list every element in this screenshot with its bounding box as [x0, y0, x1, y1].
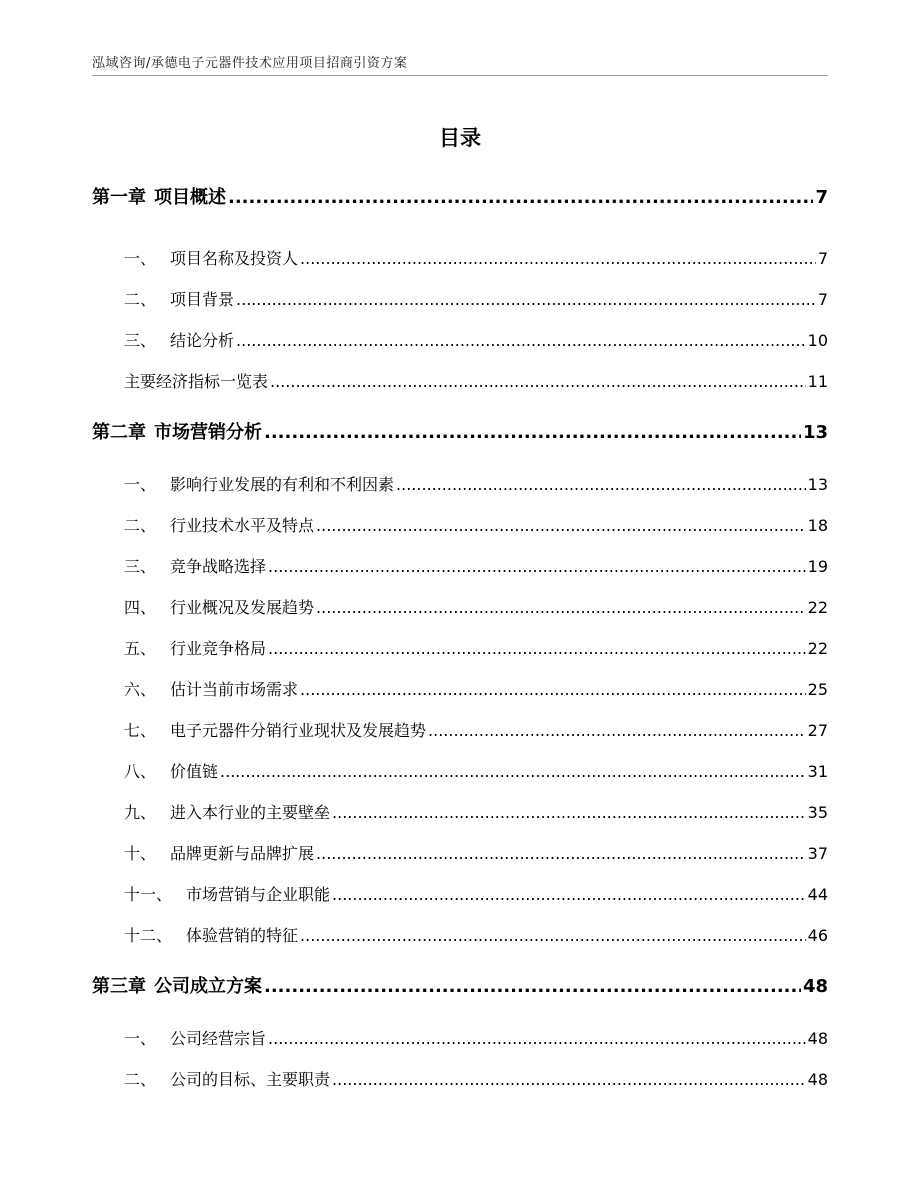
header-rule: [92, 75, 828, 76]
entry-number: 四、: [124, 598, 157, 617]
toc-entry-section[interactable]: [124, 554, 828, 577]
entry-label: 价值链: [170, 762, 219, 781]
entry-label: 公司的目标、主要职责: [170, 1070, 331, 1089]
entry-label: 项目概述: [154, 187, 226, 208]
entry-label: 市场营销分析: [154, 422, 262, 443]
entry-number: 第一章: [92, 187, 146, 208]
toc-entry-section[interactable]: [124, 1026, 828, 1049]
entry-label: 行业概况及发展趋势: [170, 598, 315, 617]
entry-label: 公司经营宗旨: [170, 1029, 267, 1048]
entry-page: 27: [807, 721, 828, 740]
entry-label: 竞争战略选择: [170, 557, 267, 576]
entry-page: 7: [817, 249, 828, 268]
entry-number: 第二章: [92, 422, 146, 443]
entry-label: 公司成立方案: [154, 976, 262, 997]
dot-leader: [316, 844, 806, 863]
entry-label: 行业技术水平及特点: [170, 516, 315, 535]
entry-number: 七、: [124, 721, 157, 740]
running-header: 泓域咨询/承德电子元器件技术应用项目招商引资方案: [92, 56, 408, 71]
entry-page: 22: [807, 598, 828, 617]
toc-entry-chapter-3[interactable]: [92, 972, 828, 998]
entry-number: 九、: [124, 803, 157, 822]
entry-page: 22: [807, 639, 828, 658]
toc-entry-section[interactable]: [124, 328, 828, 351]
entry-page: 18: [807, 516, 828, 535]
toc-entry-section[interactable]: [124, 923, 828, 946]
toc-entry-section[interactable]: [124, 882, 828, 905]
entry-label: 主要经济指标一览表: [124, 372, 269, 391]
entry-page: 31: [807, 762, 828, 781]
entry-number: 十二、: [124, 926, 173, 945]
toc-entry-chapter-2[interactable]: [92, 418, 828, 444]
dot-leader: [236, 290, 816, 309]
entry-number: 一、: [124, 1029, 157, 1048]
entry-number: 一、: [124, 249, 157, 268]
entry-page: 44: [807, 885, 828, 904]
dot-leader: [270, 372, 806, 391]
entry-page: 13: [807, 475, 828, 494]
entry-page: 7: [817, 290, 828, 309]
toc-entry-section[interactable]: [124, 677, 828, 700]
entry-page: 46: [807, 926, 828, 945]
toc-entry-section[interactable]: [124, 472, 828, 495]
dot-leader: [396, 475, 806, 494]
entry-page: 48: [807, 1070, 828, 1089]
toc-entry-section[interactable]: [124, 369, 828, 392]
dot-leader: [300, 249, 816, 268]
dot-leader: [332, 885, 806, 904]
entry-number: 五、: [124, 639, 157, 658]
entry-page: 48: [802, 976, 828, 997]
entry-number: 十一、: [124, 885, 173, 904]
toc-entry-section[interactable]: [124, 595, 828, 618]
entry-label: 项目背景: [170, 290, 235, 309]
entry-page: 35: [807, 803, 828, 822]
entry-page: 37: [807, 844, 828, 863]
dot-leader: [228, 187, 813, 208]
toc-entry-section[interactable]: [124, 718, 828, 741]
entry-number: 三、: [124, 331, 157, 350]
toc-entry-section[interactable]: [124, 841, 828, 864]
toc-entry-chapter-1[interactable]: [92, 183, 828, 209]
entry-page: 11: [807, 372, 828, 391]
dot-leader: [332, 1070, 806, 1089]
toc-entry-section[interactable]: [124, 287, 828, 310]
dot-leader: [316, 516, 806, 535]
entry-label: 行业竞争格局: [170, 639, 267, 658]
dot-leader: [268, 639, 806, 658]
entry-page: 7: [815, 187, 828, 208]
entry-number: 十、: [124, 844, 157, 863]
toc-entry-section[interactable]: [124, 513, 828, 536]
entry-page: 10: [807, 331, 828, 350]
entry-page: 13: [802, 422, 828, 443]
entry-label: 体验营销的特征: [186, 926, 299, 945]
dot-leader: [268, 1029, 806, 1048]
entry-number: 三、: [124, 557, 157, 576]
dot-leader: [316, 598, 806, 617]
dot-leader: [264, 976, 801, 997]
dot-leader: [428, 721, 806, 740]
toc-entry-section[interactable]: [124, 800, 828, 823]
entry-number: 二、: [124, 516, 157, 535]
entry-label: 品牌更新与品牌扩展: [170, 844, 315, 863]
entry-number: 八、: [124, 762, 157, 781]
entry-page: 48: [807, 1029, 828, 1048]
entry-label: 结论分析: [170, 331, 235, 350]
entry-label: 电子元器件分销行业现状及发展趋势: [170, 721, 427, 740]
entry-number: 二、: [124, 1070, 157, 1089]
toc-entry-section[interactable]: [124, 636, 828, 659]
entry-label: 进入本行业的主要壁垒: [170, 803, 331, 822]
entry-number: 第三章: [92, 976, 146, 997]
dot-leader: [300, 926, 806, 945]
entry-number: 六、: [124, 680, 157, 699]
toc-entry-section[interactable]: [124, 246, 828, 269]
entry-label: 项目名称及投资人: [170, 249, 299, 268]
entry-label: 市场营销与企业职能: [186, 885, 331, 904]
dot-leader: [268, 557, 806, 576]
entry-label: 影响行业发展的有利和不利因素: [170, 475, 395, 494]
entry-page: 19: [807, 557, 828, 576]
entry-label: 估计当前市场需求: [170, 680, 299, 699]
dot-leader: [300, 680, 806, 699]
dot-leader: [332, 803, 806, 822]
toc-entry-section[interactable]: [124, 759, 828, 782]
toc-entry-section[interactable]: [124, 1067, 828, 1090]
toc-title: 目录: [439, 126, 481, 150]
entry-page: 25: [807, 680, 828, 699]
dot-leader: [220, 762, 806, 781]
entry-number: 二、: [124, 290, 157, 309]
dot-leader: [264, 422, 801, 443]
entry-number: 一、: [124, 475, 157, 494]
dot-leader: [236, 331, 806, 350]
